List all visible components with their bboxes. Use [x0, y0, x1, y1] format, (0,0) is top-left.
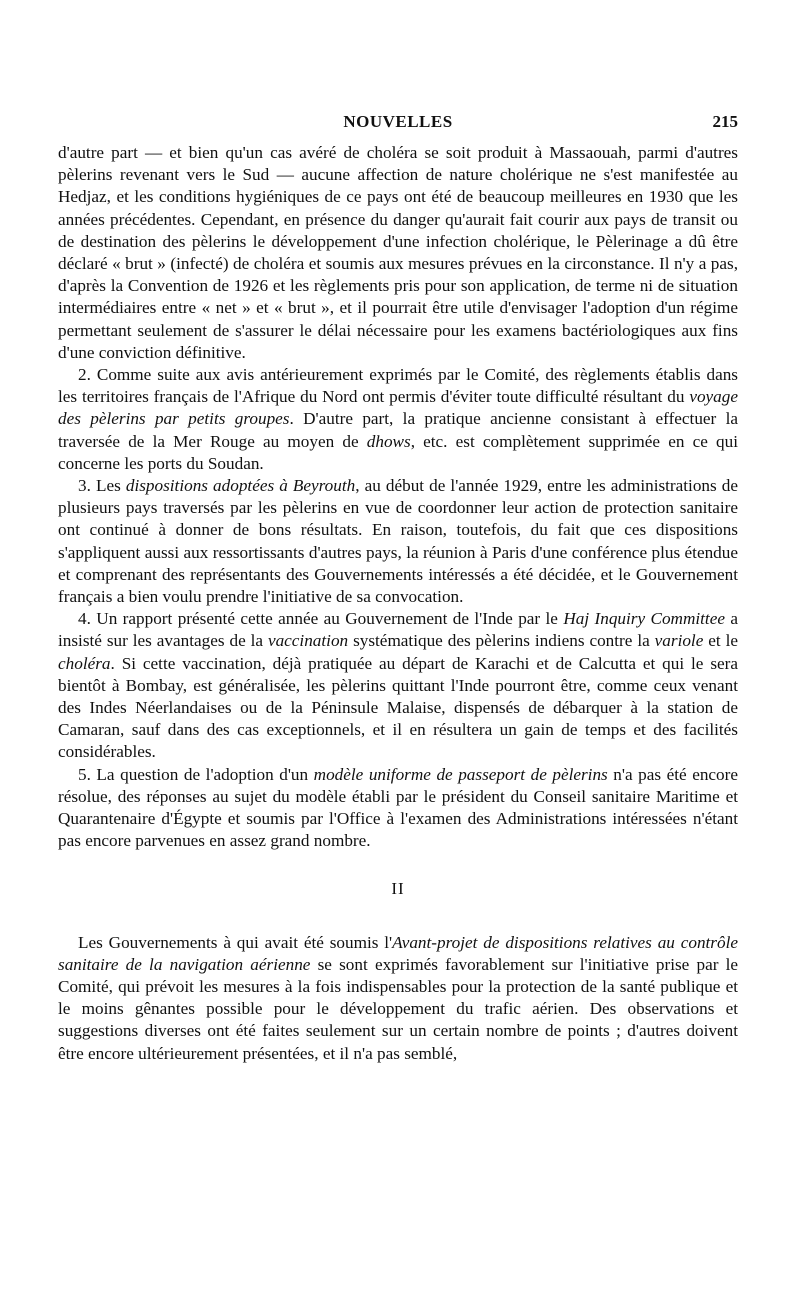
italic-phrase: Avant-projet de dispositions relatives au contrôle sanitaire de la navigation aérienne	[58, 932, 738, 974]
text-run: a insisté sur les avantages de la	[58, 609, 738, 651]
running-header	[58, 112, 738, 142]
italic-phrase: vaccination	[267, 631, 349, 651]
paragraph-item-5	[58, 764, 738, 853]
text-run: n'a pas été encore résolue, des réponses au sujet du modèle établi par le président du Conseil sanitaire Maritime et Quarantenaire d'Égypte et soumis par l'Office à l'examen des Administrations intéressées n'étant pas encore parvenues en assez grand nombre.	[58, 764, 738, 851]
document-page	[58, 112, 738, 1065]
italic-phrase: Haj Inquiry Committee	[563, 609, 725, 629]
paragraph-item-2	[58, 364, 738, 475]
italic-phrase: voyage des pèlerins par petits groupes	[58, 387, 738, 429]
italic-phrase: choléra	[58, 653, 111, 673]
italic-phrase: dhows	[366, 431, 411, 451]
paragraph-item-4	[58, 608, 738, 763]
text-run: se sont exprimés favorablement sur l'initiative prise par le Comité, qui prévoit les mesures à la fois indispensables pour la protection de la santé publique et le moins gênantes possible pour le développement du trafic aérien. Des observations et suggestions diverses ont été faites seulement sur un certain nombre de points ; d'autres doivent être encore ultérieurement présentées, et il n'a pas semblé,	[58, 954, 738, 1063]
text-run: 3. Les	[78, 476, 126, 496]
paragraph-section-2	[58, 932, 738, 1065]
text-run: Les Gouvernements à qui avait été soumis l'	[78, 932, 393, 952]
text-run: 5. La question de l'adoption d'un	[78, 764, 314, 784]
text-run: 2. Comme suite aux avis antérieurement exprimés par le Comité, des règlements établis dans les territoires français de l'Afrique du Nord ont permis d'éviter toute difficulté résultant du	[58, 365, 738, 407]
text-run: . D'autre part, la pratique ancienne consistant à effectuer la traversée de la Mer Rouge au moyen de	[58, 409, 739, 451]
text-run: 4. Un rapport présenté cette année au Gouvernement de l'Inde par le	[78, 609, 564, 629]
italic-phrase: variole	[654, 631, 704, 651]
text-run: , au début de l'année 1929, entre les administrations de plusieurs pays traversés par les pèlerins en vue de coordonner leur action de protection sanitaire ont continué à donner de bons résultats. En raison, toutefois, du fait que ces dispositions s'appliquent aussi aux ressortissants d'autres pays, la réunion à Paris d'une conférence plus étendue et comprenant des représentants des Gouvernements intéressés a été décidée, et le Gouvernement français a bien voulu prendre l'initiative de sa convocation.	[58, 476, 738, 607]
section-heading: II	[391, 878, 405, 898]
italic-phrase: dispositions adoptées à Beyrouth	[125, 476, 356, 496]
italic-phrase: modèle uniforme de passeport de pèlerins	[313, 764, 608, 784]
text-run: et le	[703, 631, 738, 651]
paragraph-text: d'autre part — et bien qu'un cas avéré de choléra se soit produit à Massaouah, parmi d'autres pèlerins revenant vers le Sud — aucune affection de nature cholérique ne s'est manifestée au Hedjaz, et les conditions hygiéniques de ce pays ont été de beaucoup meilleures en 1930 que les années précédentes. Cependant, en présence du danger qu'aurait fait courir aux pays de transit ou de destination des pèlerins le développement d'une infection cholérique, le Pèlerinage a dû être déclaré « brut » (infecté) de choléra et soumis aux mesures prévues en la circonstance. Il n'y a pas, d'après la Convention de 1926 et les règlements pris pour son application, de terme ni de situation intermédiaires entre « net » et « brut », et il pourrait être utile d'envisager l'adoption d'un régime permettant seulement de s'assurer le délai nécessaire pour les examens bactériologiques aux fins d'une conviction définitive.	[58, 143, 738, 362]
paragraph-continuation	[58, 142, 738, 364]
text-run: , etc. est complètement supprimée en ce qui concerne les ports du Soudan.	[58, 431, 738, 473]
running-title: NOUVELLES	[343, 112, 453, 131]
page-number: 215	[712, 112, 738, 131]
text-run: systématique des pèlerins indiens contre la	[348, 631, 655, 651]
text-run: . Si cette vaccination, déjà pratiquée au départ de Karachi et de Calcutta et qui le sera bientôt à Bombay, est généralisée, les pèlerins quittant l'Inde pourront être, comme ceux venant des Indes Néerlandaises ou de la Péninsule Malaise, dispensés de débarquer à la station de Camaran, sauf dans des cas exceptionnels, et il en résultera un gain de temps et des facilités considérables.	[58, 653, 738, 762]
paragraph-item-3	[58, 475, 738, 608]
